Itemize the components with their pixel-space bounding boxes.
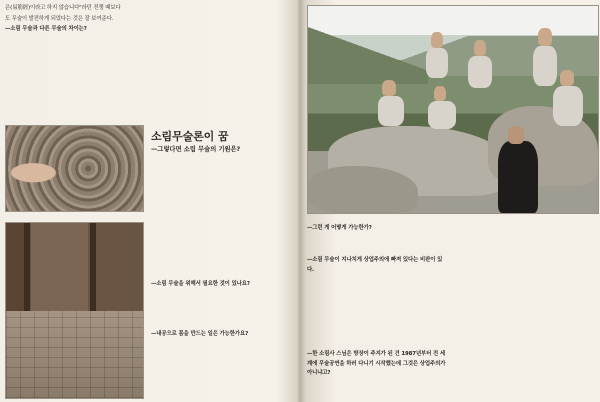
monk-figure [474,40,486,56]
monk-figure [434,86,446,101]
right-col-a-q2 [307,256,447,276]
monk-figure [428,101,456,129]
monk-figure [431,32,443,48]
hand-on-stone-photo [5,125,144,212]
right-col-a-q3 [307,350,447,380]
intro-line-1: 은(易筋經)이라고 하지 않습니다"라던 전쟁 때보다 [5,5,121,11]
section-subheading: —그렇다면 소림 무술의 기원은? [151,145,241,153]
temple-floor [6,311,143,399]
question-heading: —소림 무술을 위해서 필요한 것이 있나요? [151,281,250,287]
monk-figure [560,70,574,86]
right-col-a-q1 [307,224,447,235]
question-heading: —소림 무술이 지나치게 상업주의에 빠져 있다는 비판이 있다. [307,257,443,273]
left-col-b [151,130,286,154]
master-figure [498,141,538,213]
master-head [508,126,524,144]
question-heading: —한 소림사 스님은 방장이 주지가 된 건 1987년부터 전 세계에 무술공연을 하러 다니기 시작했는데 그것은 상업주의가 아니냐고? [307,351,446,377]
monks-on-rocks-photo [307,5,599,214]
left-col-a [5,4,142,36]
left-col-b-q3 [151,330,286,341]
temple-floor-photo [5,222,144,399]
section-heading: 소림무술론이 꿈 [151,130,229,143]
question-heading: —내공으로 몸을 만드는 일은 가능한가요? [151,331,249,337]
monk-figure [538,28,552,46]
monk-figure [533,46,557,86]
temple-post [24,223,30,319]
monk-figure [468,56,492,88]
mountain-ridge [308,24,428,84]
monk-figure [378,96,404,126]
question-heading: —그런 게 어떻게 가능한가? [307,225,372,231]
monk-figure [382,80,396,96]
temple-post [90,223,96,319]
left-col-b-q2 [151,280,286,291]
monk-figure [426,48,448,78]
monk-figure [553,86,583,126]
intro-line-2: 도 무술이 발전하게 되었다는 것은 잘 보여준다. [5,15,114,22]
photo-caption [307,213,597,221]
question-heading: —소림 무술과 다른 무술의 차이는? [5,26,87,33]
